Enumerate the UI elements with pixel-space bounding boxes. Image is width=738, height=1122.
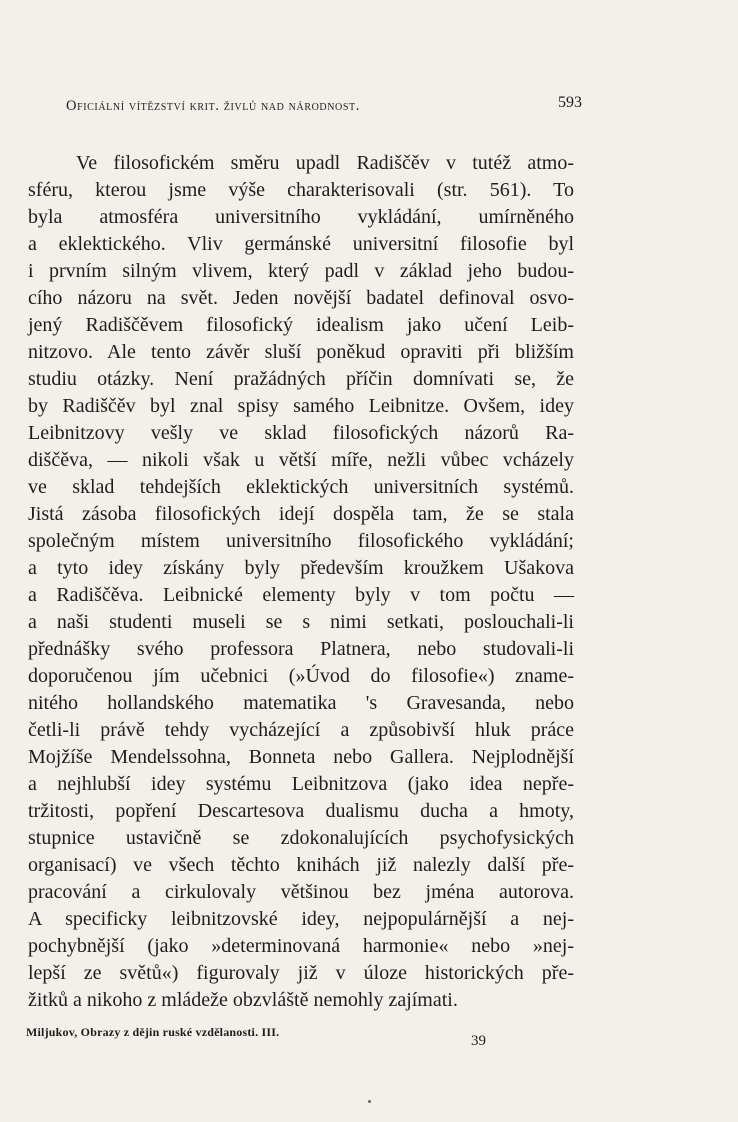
running-head: Oficiální vítězství krit. živlů nad národnost. <box>66 98 360 114</box>
text-line: diščěva, — nikoli však u větší míře, nežli vůbec vcházely <box>28 449 574 471</box>
text-line: přednášky svého professora Platnera, nebo studovali-li <box>28 638 574 660</box>
text-line: pracování a cirkulovaly většinou bez jména autorova. <box>28 881 574 903</box>
book-footnote: Miljukov, Obrazy z dějin ruské vzdělanosti. III. <box>26 1025 280 1039</box>
text-line: a naši studenti museli se s nimi setkati, poslouchali-li <box>28 611 574 633</box>
text-line: doporučenou jím učebnici (»Úvod do filosofie«) zname- <box>28 665 574 687</box>
text-line: tržitosti, popření Descartesova dualismu ducha a hmoty, <box>28 800 574 822</box>
text-line: Leibnitzovy vešly ve sklad filosofických názorů Ra- <box>28 422 574 444</box>
text-line: a tyto idey získány byly především kroužkem Ušakova <box>28 557 574 579</box>
text-line: a nejhlubší idey systému Leibnitzova (jako idea nepře- <box>28 773 574 795</box>
text-line: A specificky leibnitzovské idey, nejpopulárnější a nej- <box>28 908 574 930</box>
text-line: Jistá zásoba filosofických idejí dospěla tam, že se stala <box>28 503 574 525</box>
text-line: sféru, kterou jsme výše charakterisovali (str. 561). To <box>28 179 574 201</box>
text-line: Ve filosofickém směru upadl Radiščěv v tutéž atmo- <box>76 152 574 174</box>
signature-mark: 39 <box>471 1033 486 1049</box>
text-line: studiu otázky. Není pražádných příčin domnívati se, že <box>28 368 574 390</box>
text-line: ve sklad tehdejších eklektických universitních systémů. <box>28 476 574 498</box>
text-line: by Radiščěv byl znal spisy samého Leibnitze. Ovšem, idey <box>28 395 574 417</box>
page-number: 593 <box>558 94 582 111</box>
text-line: i prvním silným vlivem, který padl v základ jeho budou- <box>28 260 574 282</box>
text-line: společným místem universitního filosofického vykládání; <box>28 530 574 552</box>
page-header <box>66 94 582 115</box>
text-line: nitého hollandského matematika 's Gravesanda, nebo <box>28 692 574 714</box>
text-line: cího názoru na svět. Jeden novější badatel definoval osvo- <box>28 287 574 309</box>
text-line: pochybnější (jako »determinovaná harmonie« nebo »nej- <box>28 935 574 957</box>
text-line: žitků a nikoho z mládeže obzvláště nemohly zajímati. <box>28 989 458 1011</box>
ink-speck <box>368 1100 371 1103</box>
text-line: nitzovo. Ale tento závěr sluší poněkud opraviti při bližším <box>28 341 574 363</box>
text-line: jený Radiščěvem filosofický idealism jako učení Leib- <box>28 314 574 336</box>
text-line: byla atmosféra universitního vykládání, umírněného <box>28 206 574 228</box>
page-footer <box>26 1025 486 1049</box>
body-text <box>28 150 574 1014</box>
text-line: stupnice ustavičně se zdokonalujících psychofysických <box>28 827 574 849</box>
text-line: lepší ze světů«) figurovaly již v úloze historických pře- <box>28 962 574 984</box>
text-line: Mojžíše Mendelssohna, Bonneta nebo Gallera. Nejplodnější <box>28 746 574 768</box>
text-line: četli-li právě tehdy vycházející a způsobivší hluk práce <box>28 719 574 741</box>
text-line: a eklektického. Vliv germánské universitní filosofie byl <box>28 233 574 255</box>
text-line: a Radiščěva. Leibnické elementy byly v tom počtu — <box>28 584 574 606</box>
text-line: organisací) ve všech těchto knihách již nalezly další pře- <box>28 854 574 876</box>
